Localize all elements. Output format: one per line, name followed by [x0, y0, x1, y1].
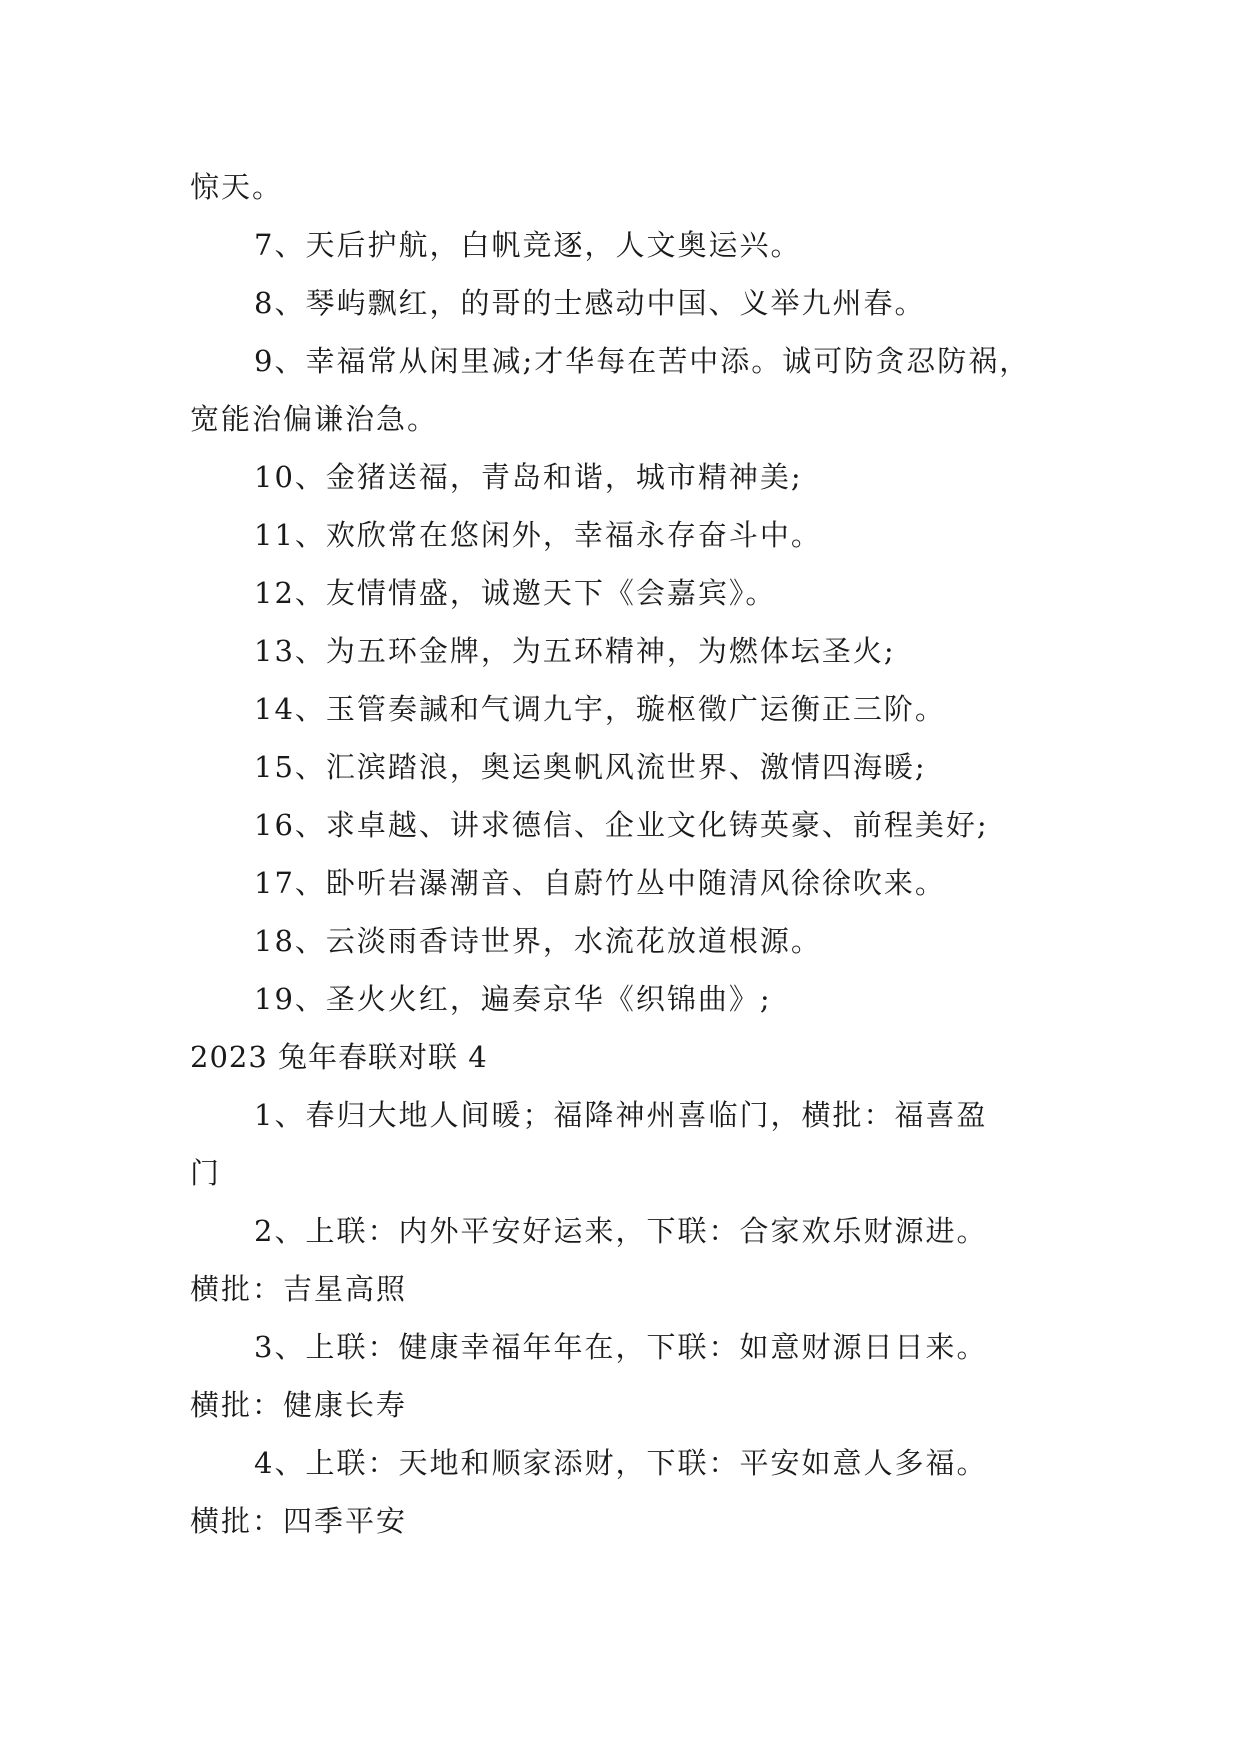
text-line: 19、圣火火红，遍奏京华《织锦曲》; [254, 982, 772, 1016]
text-line: 16、求卓越、讲求德信、企业文化铸英豪、前程美好; [254, 808, 989, 842]
text-line: 3、上联：健康幸福年年在，下联：如意财源日日来。 [254, 1330, 988, 1364]
text-line: 横批：吉星高照 [190, 1272, 408, 1306]
text-line: 2、上联：内外平安好运来，下联：合家欢乐财源进。 [254, 1214, 988, 1248]
text-line: 7、天后护航，白帆竞逐，人文奥运兴。 [254, 228, 802, 262]
text-line: 11、欢欣常在悠闲外，幸福永存奋斗中。 [254, 518, 822, 552]
text-line: 10、金猪送福，青岛和谐，城市精神美; [254, 460, 803, 494]
text-line: 门 [190, 1156, 222, 1190]
text-line: 9、幸福常从闲里减;才华每在苦中添。诚可防贪忍防祸， [254, 344, 1031, 378]
text-line: 18、云淡雨香诗世界，水流花放道根源。 [254, 924, 822, 958]
text-line: 12、友情情盛，诚邀天下《会嘉宾》。 [254, 576, 777, 610]
text-line: 13、为五环金牌，为五环精神，为燃体坛圣火; [254, 634, 896, 668]
text-line: 横批：健康长寿 [190, 1388, 408, 1422]
text-line: 17、卧听岩瀑潮音、自蔚竹丛中随清风徐徐吹来。 [254, 866, 946, 900]
text-line: 宽能治偏谦治急。 [190, 402, 439, 436]
document-body [190, 158, 1070, 1550]
text-line: 惊天。 [190, 170, 284, 204]
text-line: 1、春归大地人间暖；福降神州喜临门，横批：福喜盈 [254, 1098, 988, 1132]
text-line: 15、汇滨踏浪，奥运奥帆风流世界、激情四海暖; [254, 750, 927, 784]
text-line: 14、玉管奏諴和气调九宇，璇枢徵广运衡正三阶。 [254, 692, 946, 726]
text-line: 横批：四季平安 [190, 1504, 408, 1538]
section-heading: 2023 兔年春联对联 4 [190, 1040, 488, 1074]
text-line: 8、琴屿飘红，的哥的士感动中国、义举九州春。 [254, 286, 926, 320]
text-line: 4、上联：天地和顺家添财，下联：平安如意人多福。 [254, 1446, 988, 1480]
